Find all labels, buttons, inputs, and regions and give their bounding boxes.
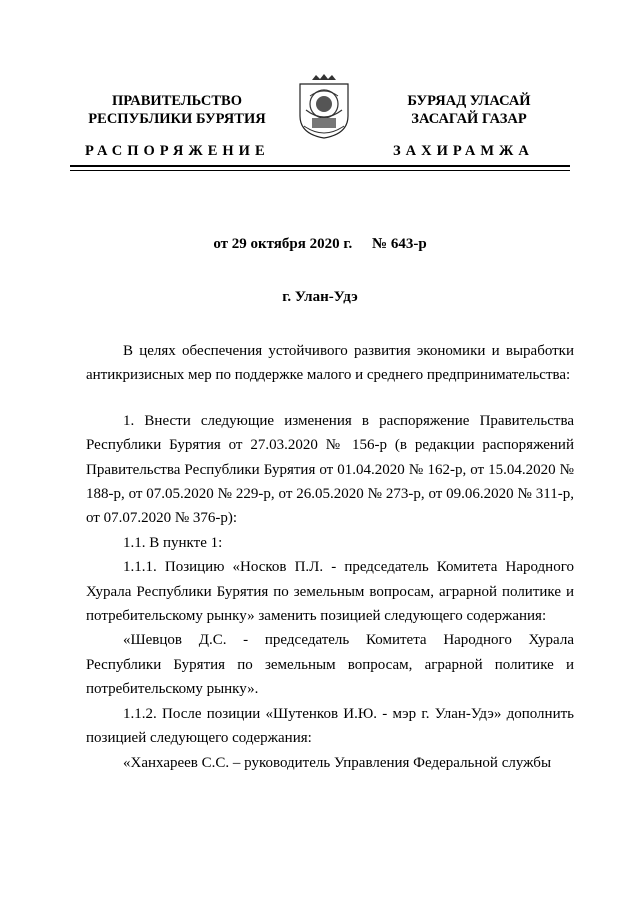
- doc-number: № 643-р: [372, 236, 427, 252]
- doc-date: от 29 октября 2020 г.: [213, 236, 353, 252]
- doc-type-bua: ЗАХИРАМЖА: [393, 143, 534, 159]
- header-right: [384, 92, 554, 128]
- doc-city: г. Улан-Удэ: [282, 289, 358, 305]
- header-left: [82, 92, 272, 128]
- document-body: [86, 339, 574, 775]
- org-name-ru-line1: ПРАВИТЕЛЬСТВО: [112, 93, 242, 109]
- doc-type-ru: РАСПОРЯЖЕНИЕ: [85, 143, 270, 159]
- date-line: [0, 236, 640, 253]
- org-name-ru-line2: РЕСПУБЛИКИ БУРЯТИЯ: [88, 111, 266, 127]
- paragraph-quote-shevtsov: «Шевцов Д.С. - председатель Комитета Народного Хурала Республики Бурятия по земельным вопросам, аграрной политике и потребительскому рынку».: [86, 632, 574, 698]
- paragraph-quote-khankhareev: «Ханхареев С.С. – руководитель Управления Федеральной службы: [123, 754, 552, 771]
- paragraph-item-1: 1. Внести следующие изменения в распоряжение Правительства Республики Бурятия от 27.03.2020 № 156-р (в редакции распоряжений Правительства Республики Бурятия от 01.04.2020 № 162-р, от 15.04.2020 № 188-р, от 07.05.2020 № 229-р, от 26.05.2020 № 273-р, от 09.06.2020 № 311-р, от 07.07.2020 № 376-р):: [86, 412, 574, 527]
- org-name-bua-line2: ЗАСАГАЙ ГАЗАР: [411, 111, 527, 127]
- coat-of-arms-icon: [296, 74, 352, 140]
- org-name-bua-line1: БУРЯАД УЛАСАЙ: [407, 93, 531, 109]
- paragraph-item-1-1-2: 1.1.2. После позиции «Шутенков И.Ю. - мэр г. Улан-Удэ» дополнить позицией следующего содержания:: [86, 705, 574, 747]
- paragraph-item-1-1: 1.1. В пункте 1:: [123, 534, 223, 551]
- paragraph-preamble: В целях обеспечения устойчивого развития экономики и выработки антикризисных мер по поддержке малого и среднего предпринимательства:: [86, 343, 574, 384]
- paragraph-item-1-1-1: 1.1.1. Позицию «Носков П.Л. - председатель Комитета Народного Хурала Республики Бурятия по земельным вопросам, аграрной политике и потребительскому рынку» заменить позицией следующего содержания:: [86, 559, 574, 625]
- header-divider: [70, 165, 570, 171]
